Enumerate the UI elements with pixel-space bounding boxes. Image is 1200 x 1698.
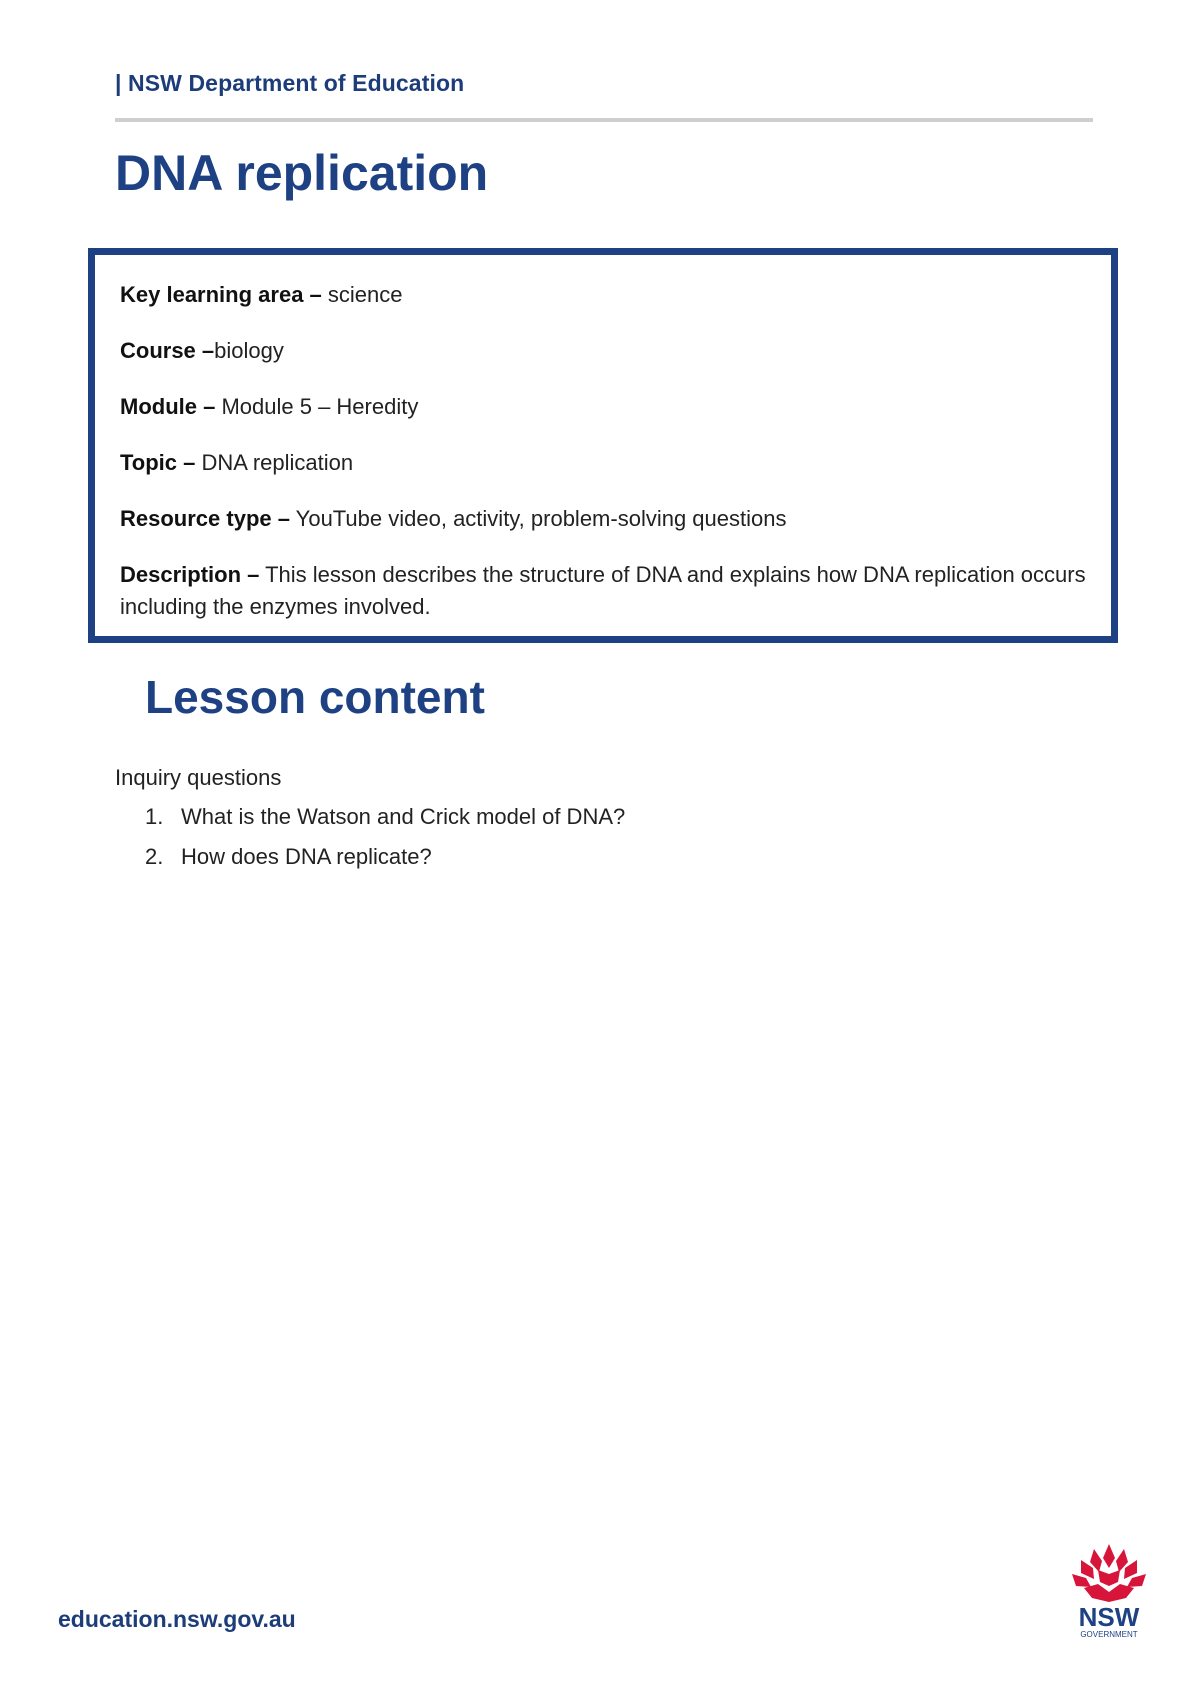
- header-divider: [115, 118, 1093, 122]
- nsw-waratah-logo-icon: [1064, 1540, 1154, 1640]
- info-course: Course –biology: [120, 338, 284, 363]
- info-description: Description – This lesson describes the structure of DNA and explains how DNA replication occurs including the enzymes involved.: [120, 562, 1086, 619]
- inquiry-questions-label: Inquiry questions: [115, 765, 282, 790]
- info-resource-type: Resource type – YouTube video, activity, problem-solving questions: [120, 506, 787, 531]
- department-header: | NSW Department of Education: [115, 70, 465, 96]
- list-item: 2. How does DNA replicate?: [145, 844, 432, 869]
- info-module: Module – Module 5 – Heredity: [120, 394, 419, 419]
- list-item: 1. What is the Watson and Crick model of DNA?: [145, 804, 626, 829]
- page-title: DNA replication: [115, 145, 489, 201]
- info-topic: Topic – DNA replication: [120, 450, 354, 475]
- footer-website-link[interactable]: education.nsw.gov.au: [58, 1606, 296, 1632]
- lesson-info-box: [88, 248, 1118, 643]
- inquiry-question-list: [145, 804, 625, 884]
- info-key-learning-area: Key learning area – science: [120, 282, 403, 307]
- lesson-content-heading: Lesson content: [145, 671, 485, 723]
- logo-subtext: GOVERNMENT: [1080, 1630, 1138, 1639]
- logo-wordmark: NSW: [1078, 1602, 1140, 1632]
